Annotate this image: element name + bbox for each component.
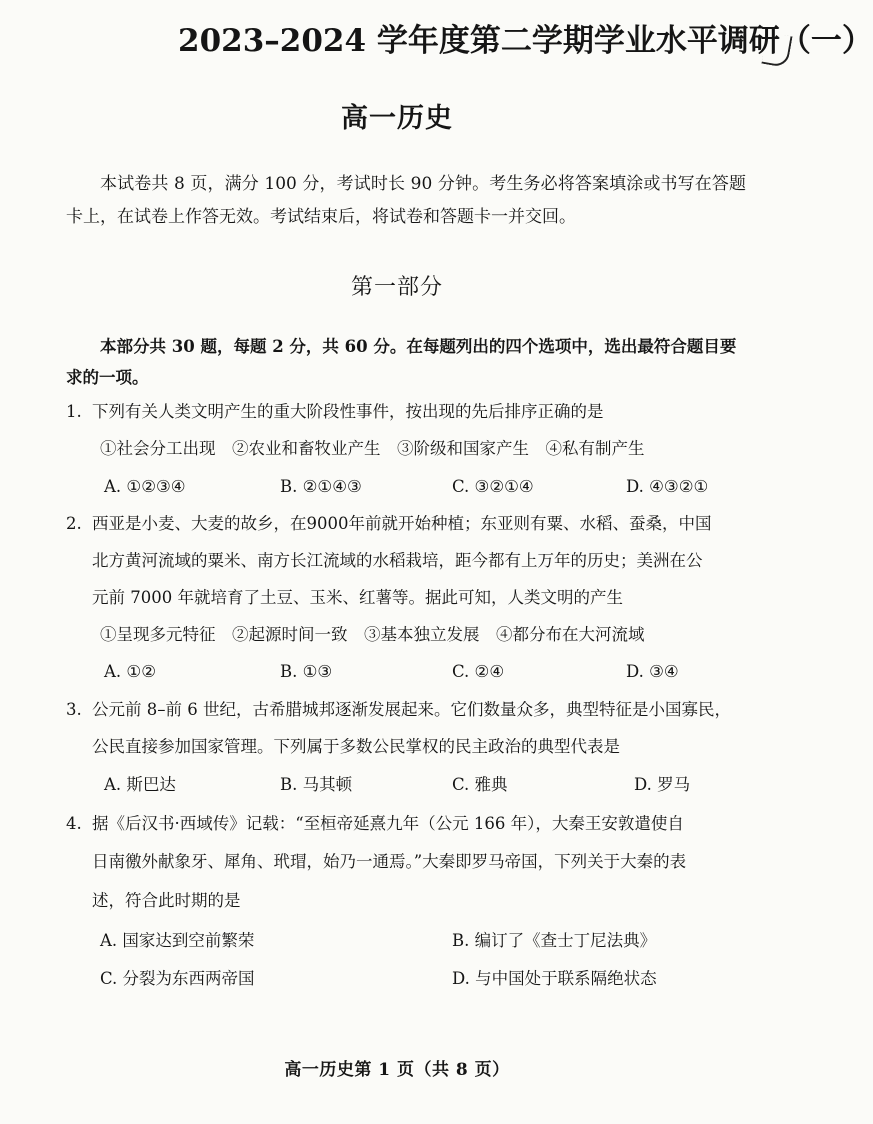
question-number: 1.	[66, 402, 82, 421]
page-title: 高一历史	[341, 103, 453, 134]
question-stem-line: 日南徼外献象牙、犀角、玳瑁，始乃一通焉。”大秦即罗马帝国，下列关于大秦的表	[92, 852, 687, 871]
option-a[interactable]: A. 斯巴达	[104, 775, 176, 794]
question-statements: ①呈现多元特征 ②起源时间一致 ③基本独立发展 ④都分布在大河流域	[100, 625, 645, 644]
question-stem-line: 公民直接参加国家管理。下列属于多数公民掌权的民主政治的典型代表是	[92, 737, 620, 756]
exam-header-text: 2023–2024 学年度第二学期学业水平调研（一）	[178, 23, 873, 59]
corner-mark-icon	[761, 32, 792, 68]
option-c[interactable]: C. ③②①④	[452, 477, 534, 496]
question-number: 3.	[66, 700, 82, 719]
page-footer: 高一历史第 1 页（共 8 页）	[284, 1060, 510, 1080]
option-d[interactable]: D. 与中国处于联系隔绝状态	[452, 969, 657, 988]
option-d[interactable]: D. ③④	[626, 662, 679, 681]
question-stem: 据《后汉书·西域传》记载：“至桓帝延熹九年（公元 166 年），大秦王安敦遣使自	[92, 814, 684, 833]
question-stem-line: 北方黄河流域的粟米、南方长江流域的水稻栽培，距今都有上万年的历史；美洲在公	[92, 551, 703, 570]
option-b[interactable]: B. ①③	[280, 662, 333, 681]
question-stem: 公元前 8–前 6 世纪，古希腊城邦逐渐发展起来。它们数量众多，典型特征是小国寡民，	[92, 700, 731, 719]
option-a[interactable]: A. ①②	[104, 662, 156, 681]
exam-intro: 本试卷共 8 页，满分 100 分，考试时长 90 分钟。考生务必将答案填涂或书写在答题卡上，在试卷上作答无效。考试结束后，将试卷和答题卡一并交回。	[66, 174, 746, 227]
option-b[interactable]: B. 马其顿	[280, 775, 353, 794]
option-b[interactable]: B. ②①④③	[280, 477, 362, 496]
exam-header	[178, 23, 873, 66]
option-c[interactable]: C. 分裂为东西两帝国	[100, 969, 255, 988]
question-stem-line: 元前 7000 年就培育了土豆、玉米、红薯等。据此可知，人类文明的产生	[92, 588, 623, 607]
question-stem: 西亚是小麦、大麦的故乡，在9000年前就开始种植；东亚则有粟、水稻、蚕桑，中国	[92, 514, 712, 533]
section-instructions: 本部分共 30 题，每题 2 分，共 60 分。在每题列出的四个选项中，选出最符合题目要求的一项。	[66, 337, 737, 387]
option-a[interactable]: A. 国家达到空前繁荣	[100, 931, 255, 950]
question-stem-line: 述，符合此时期的是	[92, 891, 241, 910]
question-number: 2.	[66, 514, 82, 533]
option-a[interactable]: A. ①②③④	[104, 477, 186, 496]
option-d[interactable]: D. 罗马	[634, 775, 691, 794]
option-d[interactable]: D. ④③②①	[626, 477, 709, 496]
option-c[interactable]: C. 雅典	[452, 775, 508, 794]
option-b[interactable]: B. 编订了《查士丁尼法典》	[452, 931, 657, 950]
question-statements: ①社会分工出现 ②农业和畜牧业产生 ③阶级和国家产生 ④私有制产生	[100, 439, 645, 458]
section-title: 第一部分	[350, 275, 443, 300]
option-c[interactable]: C. ②④	[452, 662, 505, 681]
question-stem: 下列有关人类文明产生的重大阶段性事件，按出现的先后排序正确的是	[92, 402, 604, 421]
question-number: 4.	[66, 814, 82, 833]
